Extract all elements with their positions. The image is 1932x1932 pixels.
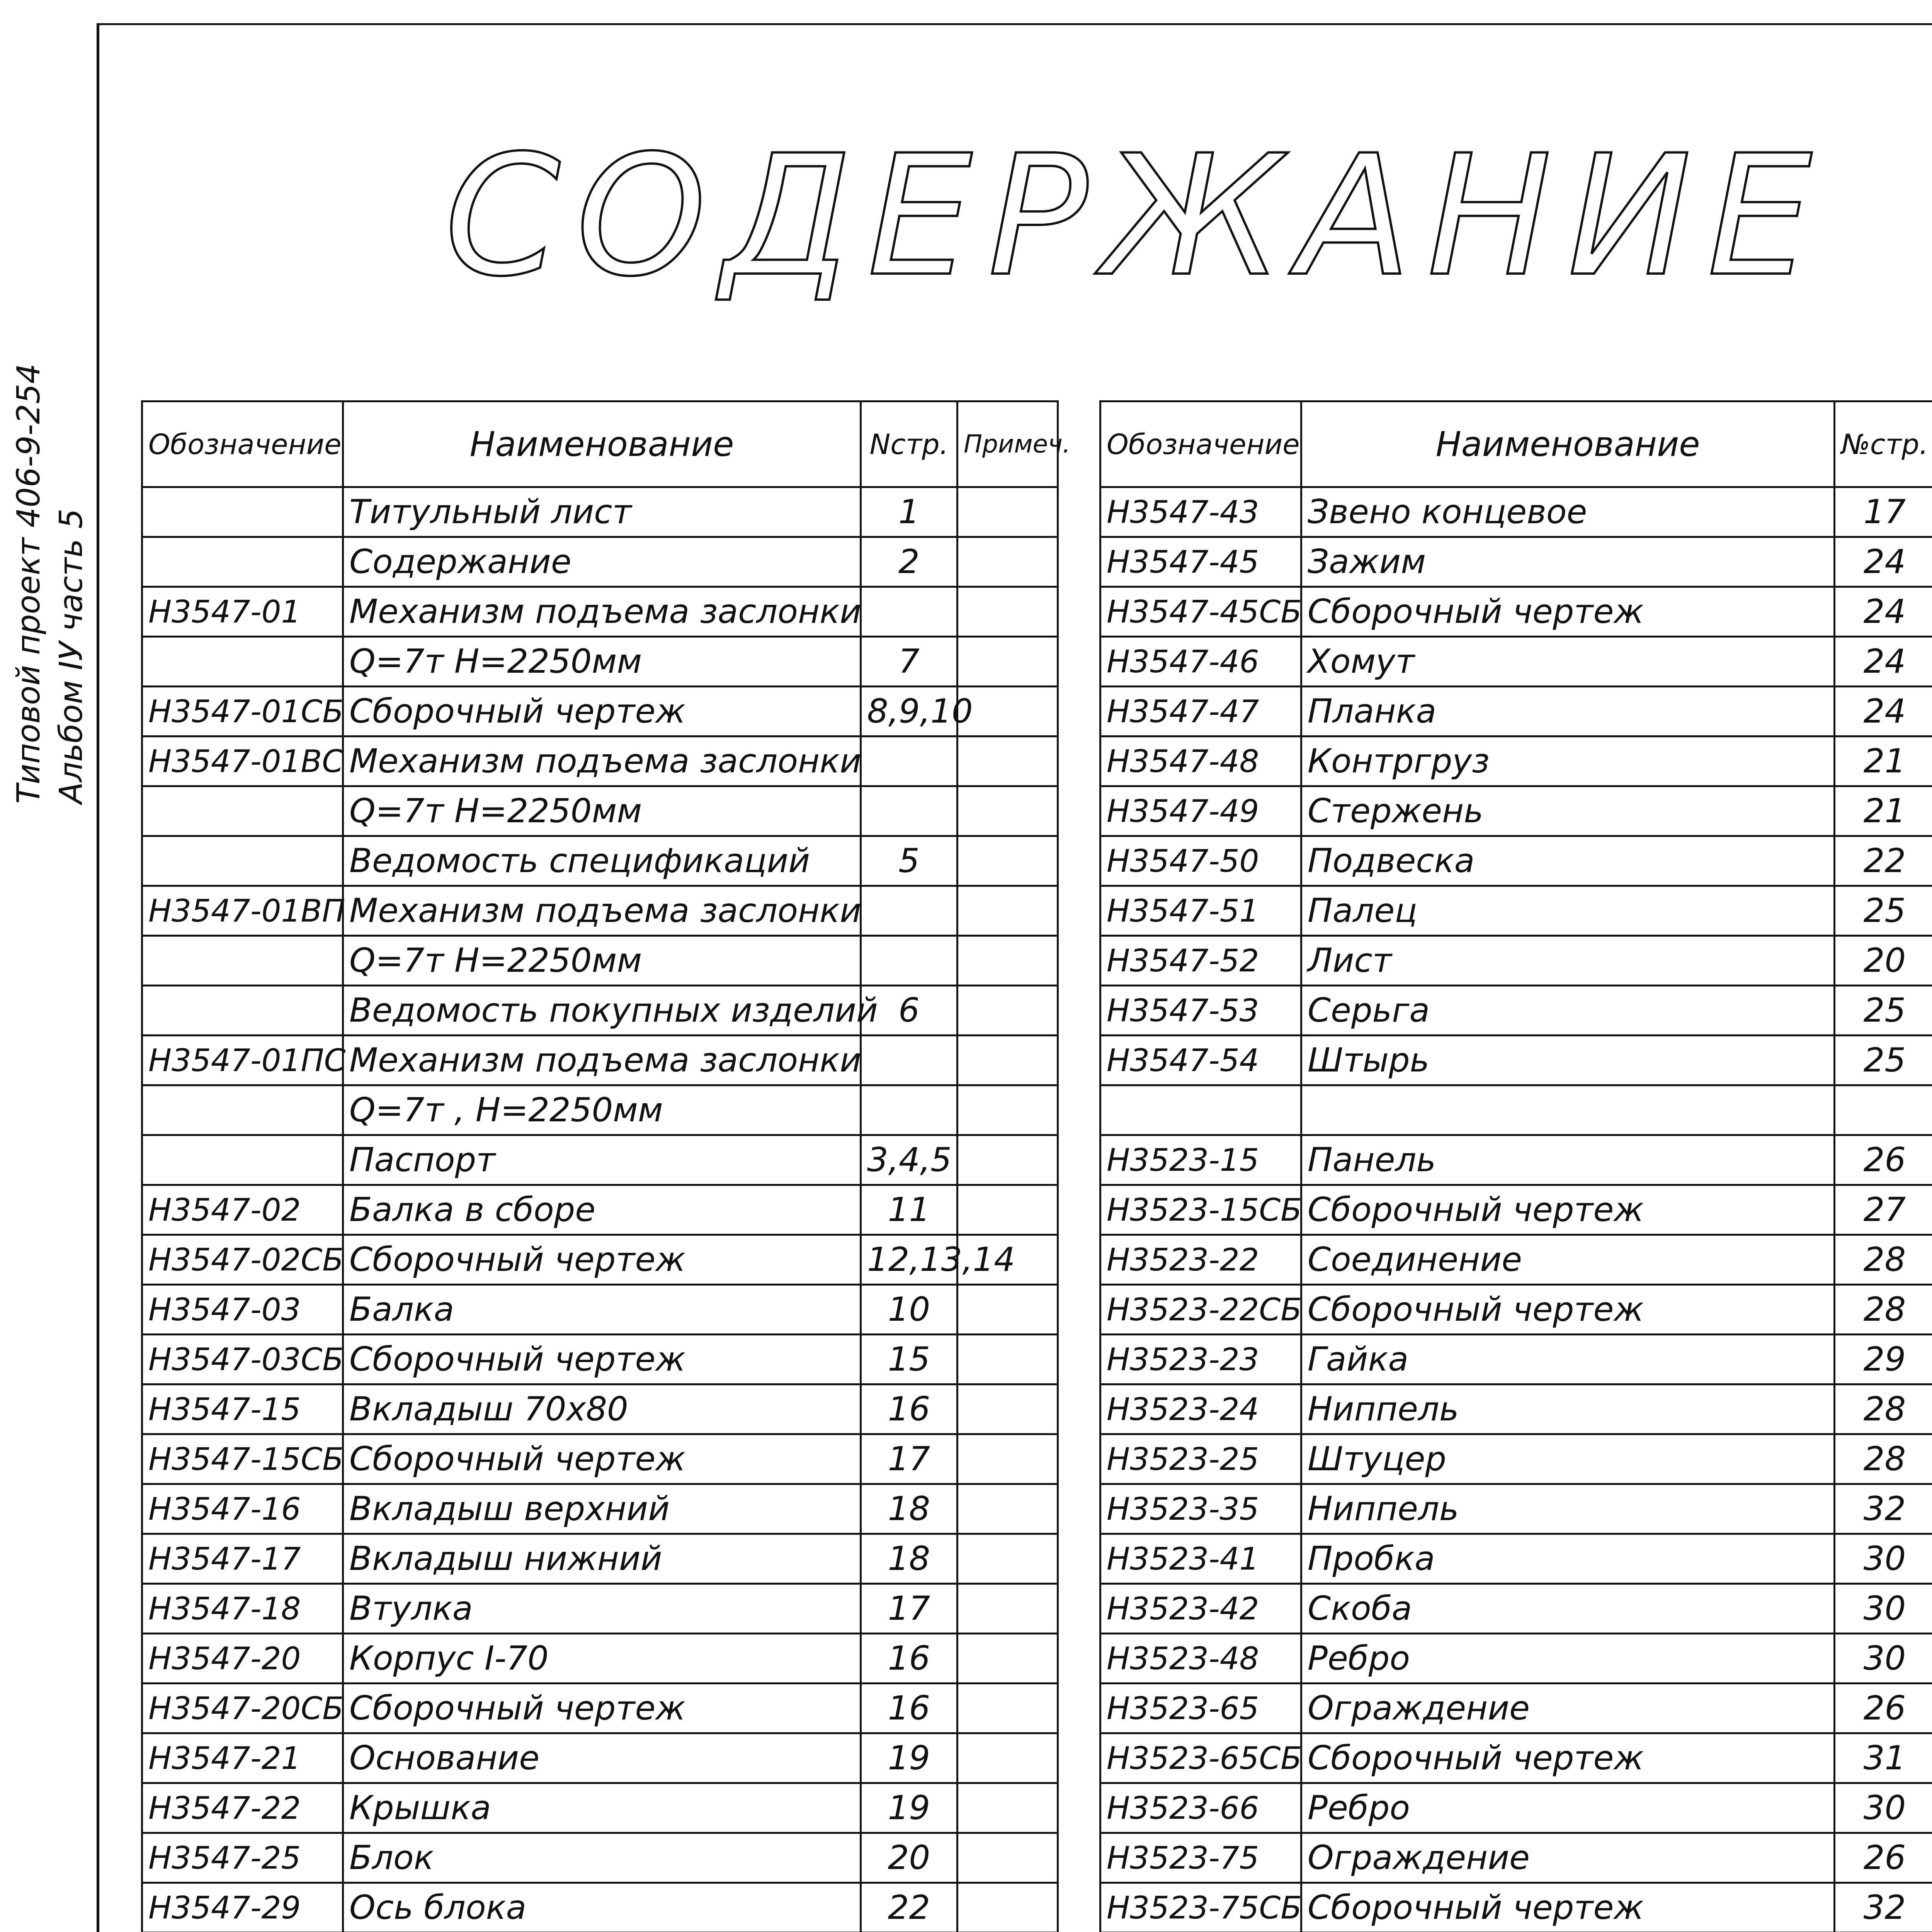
cell-designation: Н3547-03СБ — [142, 1335, 343, 1384]
cell-name: Вкладыш верхний — [343, 1484, 861, 1534]
cell-page: 18 — [861, 1484, 957, 1534]
table-row — [142, 1434, 1058, 1484]
cell-page: 12,13,14 — [861, 1235, 957, 1285]
cell-name: Механизм подъема заслонки — [343, 1036, 861, 1085]
cell-designation: Н3547-17 — [142, 1534, 343, 1584]
cell-name: Скоба — [1301, 1584, 1835, 1634]
cell-page: 28 — [1835, 1235, 1932, 1285]
cell-note — [957, 1036, 1058, 1085]
cell-page — [861, 886, 957, 936]
table-row — [142, 637, 1058, 687]
cell-page: 22 — [1835, 836, 1932, 886]
table-row — [1100, 936, 1932, 986]
cell-page: 6 — [861, 986, 957, 1036]
cell-designation: Н3547-03 — [142, 1285, 343, 1335]
cell-page: 16 — [861, 1634, 957, 1684]
cell-designation: Н3547-54 — [1100, 1036, 1301, 1085]
cell-page: 28 — [1835, 1434, 1932, 1484]
cell-name: Палец — [1301, 886, 1835, 936]
cell-note — [957, 1634, 1058, 1684]
cell-designation: Н3547-46 — [1100, 637, 1301, 687]
table-row — [1100, 786, 1932, 836]
cell-note — [957, 1733, 1058, 1783]
cell-designation: Н3523-41 — [1100, 1534, 1301, 1584]
cell-name: Штырь — [1301, 1036, 1835, 1085]
table-row — [142, 1384, 1058, 1434]
cell-name: Вкладыш 70х80 — [343, 1384, 861, 1434]
cell-designation: Н3523-25 — [1100, 1434, 1301, 1484]
cell-page — [861, 736, 957, 786]
cell-page: 17 — [861, 1584, 957, 1634]
cell-designation: Н3523-42 — [1100, 1584, 1301, 1634]
cell-name: Паспорт — [343, 1135, 861, 1185]
cell-designation: Н3547-02 — [142, 1185, 343, 1235]
cell-note — [957, 1335, 1058, 1384]
cell-name: Сборочный чертеж — [343, 1684, 861, 1733]
cell-page: 26 — [1835, 1135, 1932, 1185]
cell-designation — [142, 1085, 343, 1135]
cell-designation: Н3547-45 — [1100, 537, 1301, 587]
table-row — [1100, 1584, 1932, 1634]
cell-designation: Н3547-45СБ — [1100, 587, 1301, 637]
table-row — [1100, 1783, 1932, 1833]
cell-name: Втулка — [343, 1584, 861, 1634]
cell-page: 22 — [861, 1883, 957, 1932]
table-row — [1100, 587, 1932, 637]
table-row — [1100, 1534, 1932, 1584]
cell-designation — [142, 986, 343, 1036]
cell-page: 11 — [861, 1185, 957, 1235]
cell-name: Сборочный чертеж — [1301, 1285, 1835, 1335]
cell-name: Механизм подъема заслонки — [343, 886, 861, 936]
table-row — [1100, 1484, 1932, 1534]
cell-name: Серьга — [1301, 986, 1835, 1036]
table-row — [142, 1534, 1058, 1584]
cell-name: Ниппель — [1301, 1384, 1835, 1434]
cell-designation: Н3523-24 — [1100, 1384, 1301, 1434]
header-name: Наименование — [1301, 401, 1835, 487]
cell-name: Q=7т Н=2250мм — [343, 786, 861, 836]
table-row — [1100, 986, 1932, 1036]
cell-note — [957, 637, 1058, 687]
cell-page: 17 — [1835, 487, 1932, 537]
cell-designation: Н3523-65СБ — [1100, 1733, 1301, 1783]
cell-page: 28 — [1835, 1384, 1932, 1434]
cell-note — [957, 1833, 1058, 1883]
table-row — [1100, 1833, 1932, 1883]
cell-name: Соединение — [1301, 1235, 1835, 1285]
cell-note — [957, 1135, 1058, 1185]
header-page: №стр. — [1835, 401, 1932, 487]
cell-name: Сборочный чертеж — [343, 1235, 861, 1285]
album-part: Альбом IУ часть 5 — [53, 509, 90, 804]
cell-note — [957, 1883, 1058, 1932]
cell-name: Хомут — [1301, 637, 1835, 687]
table-row — [142, 936, 1058, 986]
cell-name: Сборочный чертеж — [1301, 1185, 1835, 1235]
cell-designation: Н3547-51 — [1100, 886, 1301, 936]
cell-name: Сборочный чертеж — [343, 687, 861, 736]
cell-designation: Н3547-02СБ — [142, 1235, 343, 1285]
cell-page — [1835, 1085, 1932, 1135]
cell-page: 25 — [1835, 1036, 1932, 1085]
table-row — [142, 1883, 1058, 1932]
cell-name: Гайка — [1301, 1335, 1835, 1384]
cell-note — [957, 886, 1058, 936]
cell-designation — [142, 537, 343, 587]
cell-name: Ребро — [1301, 1783, 1835, 1833]
cell-page: 24 — [1835, 587, 1932, 637]
cell-designation: Н3547-18 — [142, 1584, 343, 1634]
cell-designation — [142, 637, 343, 687]
cell-page: 28 — [1835, 1285, 1932, 1335]
cell-name: Лист — [1301, 936, 1835, 986]
table-row — [1100, 736, 1932, 786]
cell-page: 27 — [1835, 1185, 1932, 1235]
cell-page: 18 — [861, 1534, 957, 1584]
cell-designation: Н3523-75 — [1100, 1833, 1301, 1883]
table-row — [142, 1036, 1058, 1085]
cell-page: 1 — [861, 487, 957, 537]
table-row — [142, 1185, 1058, 1235]
table-row — [1100, 1335, 1932, 1384]
cell-name: Ребро — [1301, 1634, 1835, 1684]
cell-name: Балка — [343, 1285, 861, 1335]
cell-page: 26 — [1835, 1833, 1932, 1883]
cell-name: Q=7т Н=2250мм — [343, 637, 861, 687]
table-row — [142, 1484, 1058, 1534]
table-row — [142, 1085, 1058, 1135]
cell-name: Вкладыш нижний — [343, 1534, 861, 1584]
table-row — [1100, 1135, 1932, 1185]
table-row — [142, 1783, 1058, 1833]
table-row — [1100, 1185, 1932, 1235]
cell-designation: Н3523-15 — [1100, 1135, 1301, 1185]
cell-name: Сборочный чертеж — [1301, 1733, 1835, 1783]
cell-designation — [142, 1135, 343, 1185]
header-page: Nстр. — [861, 401, 957, 487]
cell-page: 32 — [1835, 1484, 1932, 1534]
cell-note — [957, 1285, 1058, 1335]
cell-designation — [142, 786, 343, 836]
table-row — [1100, 1384, 1932, 1434]
table-row — [1100, 1036, 1932, 1085]
cell-note — [957, 786, 1058, 836]
table-row — [1100, 687, 1932, 736]
cell-page: 3,4,5 — [861, 1135, 957, 1185]
cell-name: Крышка — [343, 1783, 861, 1833]
cell-name: Q=7т , Н=2250мм — [343, 1085, 861, 1135]
cell-name: Блок — [343, 1833, 861, 1883]
table-row — [142, 836, 1058, 886]
cell-name: Панель — [1301, 1135, 1835, 1185]
cell-designation: Н3547-15 — [142, 1384, 343, 1434]
cell-note — [957, 587, 1058, 637]
cell-name: Ограждение — [1301, 1833, 1835, 1883]
table-row — [142, 1285, 1058, 1335]
cell-name: Стержень — [1301, 786, 1835, 836]
project-side-label — [8, 301, 131, 804]
cell-designation — [142, 936, 343, 986]
cell-name: Планка — [1301, 687, 1835, 736]
table-row — [1100, 1235, 1932, 1285]
cell-designation: Н3547-43 — [1100, 487, 1301, 537]
header-note: Примеч. — [957, 401, 1058, 487]
cell-designation — [1100, 1085, 1301, 1135]
cell-note — [957, 537, 1058, 587]
cell-page: 29 — [1835, 1335, 1932, 1384]
cell-page: 26 — [1835, 1684, 1932, 1733]
cell-designation — [142, 487, 343, 537]
cell-designation: Н3547-16 — [142, 1484, 343, 1534]
table-row — [1100, 1285, 1932, 1335]
cell-note — [957, 1684, 1058, 1733]
cell-designation: Н3547-48 — [1100, 736, 1301, 786]
cell-designation: Н3547-20СБ — [142, 1684, 343, 1733]
table-row — [142, 886, 1058, 936]
cell-page: 30 — [1835, 1584, 1932, 1634]
cell-name: Ведомость спецификаций — [343, 836, 861, 886]
table-row — [1100, 537, 1932, 587]
table-row — [142, 1135, 1058, 1185]
table-row — [142, 1634, 1058, 1684]
cell-designation: Н3547-01СБ — [142, 687, 343, 736]
cell-designation: Н3523-23 — [1100, 1335, 1301, 1384]
cell-name: Ниппель — [1301, 1484, 1835, 1534]
cell-page: 15 — [861, 1335, 957, 1384]
cell-page: 25 — [1835, 886, 1932, 936]
cell-name: Титульный лист — [343, 487, 861, 537]
cell-name — [1301, 1085, 1835, 1135]
cell-designation: Н3547-47 — [1100, 687, 1301, 736]
cell-name: Сборочный чертеж — [1301, 587, 1835, 637]
cell-page: 30 — [1835, 1634, 1932, 1684]
cell-name: Ограждение — [1301, 1684, 1835, 1733]
header-designation: Обозначение — [142, 401, 343, 487]
cell-name: Ось блока — [343, 1883, 861, 1932]
cell-designation — [142, 836, 343, 886]
cell-page: 31 — [1835, 1733, 1932, 1783]
cell-designation: Н3547-53 — [1100, 986, 1301, 1036]
cell-designation: Н3547-21 — [142, 1733, 343, 1783]
cell-note — [957, 1434, 1058, 1484]
cell-designation: Н3523-15СБ — [1100, 1185, 1301, 1235]
cell-page: 5 — [861, 836, 957, 886]
table-row — [142, 1584, 1058, 1634]
cell-note — [957, 1484, 1058, 1534]
cell-page — [861, 1036, 957, 1085]
cell-page: 20 — [1835, 936, 1932, 986]
cell-page: 2 — [861, 537, 957, 587]
project-code: Типовой проект 406-9-254 — [10, 363, 47, 804]
table-row — [1100, 487, 1932, 537]
cell-name: Основание — [343, 1733, 861, 1783]
cell-name: Q=7т Н=2250мм — [343, 936, 861, 986]
table-row — [142, 487, 1058, 537]
table-header-row — [1100, 401, 1932, 487]
contents-table-right — [1099, 400, 1932, 1932]
cell-note — [957, 736, 1058, 786]
cell-page: 30 — [1835, 1783, 1932, 1833]
cell-page: 7 — [861, 637, 957, 687]
cell-designation: Н3547-49 — [1100, 786, 1301, 836]
contents-table-left — [141, 400, 1071, 1932]
table-row — [142, 587, 1058, 637]
cell-designation: Н3523-65 — [1100, 1684, 1301, 1733]
cell-page: 17 — [861, 1434, 957, 1484]
cell-designation: Н3547-15СБ — [142, 1434, 343, 1484]
cell-name: Зажим — [1301, 537, 1835, 587]
cell-page — [861, 1085, 957, 1135]
cell-designation: Н3547-01ВП — [142, 886, 343, 936]
table-row — [1100, 1634, 1932, 1684]
cell-page: 20 — [861, 1833, 957, 1883]
cell-page: 8,9,10 — [861, 687, 957, 736]
cell-page: 25 — [1835, 986, 1932, 1036]
table-row — [142, 1833, 1058, 1883]
cell-page: 24 — [1835, 637, 1932, 687]
cell-name: Подвеска — [1301, 836, 1835, 886]
cell-designation: Н3547-01 — [142, 587, 343, 637]
cell-designation: Н3547-29 — [142, 1883, 343, 1932]
cell-designation: Н3523-22СБ — [1100, 1285, 1301, 1335]
cell-name: Содержание — [343, 537, 861, 587]
table-row — [1100, 1684, 1932, 1733]
cell-note — [957, 487, 1058, 537]
table-row — [142, 1335, 1058, 1384]
cell-name: Звено концевое — [1301, 487, 1835, 537]
cell-designation: Н3547-20 — [142, 1634, 343, 1684]
cell-page: 19 — [861, 1733, 957, 1783]
cell-name: Контргруз — [1301, 736, 1835, 786]
cell-name: Механизм подъема заслонки — [343, 736, 861, 786]
cell-page: 16 — [861, 1384, 957, 1434]
cell-note — [957, 1534, 1058, 1584]
cell-name: Сборочный чертеж — [343, 1434, 861, 1484]
table-row — [142, 1684, 1058, 1733]
cell-page: 10 — [861, 1285, 957, 1335]
cell-page: 21 — [1835, 786, 1932, 836]
cell-note — [957, 836, 1058, 886]
cell-page: 24 — [1835, 537, 1932, 587]
table-row — [1100, 637, 1932, 687]
cell-designation: Н3523-22 — [1100, 1235, 1301, 1285]
cell-name: Балка в сборе — [343, 1185, 861, 1235]
cell-name: Ведомость покупных изделий — [343, 986, 861, 1036]
table-row — [142, 1733, 1058, 1783]
cell-note — [957, 1584, 1058, 1634]
cell-note — [957, 1185, 1058, 1235]
cell-page — [861, 936, 957, 986]
cell-designation: Н3523-75СБ — [1100, 1883, 1301, 1932]
cell-note — [957, 1783, 1058, 1833]
cell-designation: Н3547-25 — [142, 1833, 343, 1883]
cell-page: 16 — [861, 1684, 957, 1733]
cell-page: 30 — [1835, 1534, 1932, 1584]
cell-designation: Н3547-01ВС — [142, 736, 343, 786]
cell-note — [957, 986, 1058, 1036]
header-name: Наименование — [343, 401, 861, 487]
table-row — [142, 786, 1058, 836]
cell-designation: Н3547-22 — [142, 1783, 343, 1833]
cell-designation: Н3547-50 — [1100, 836, 1301, 886]
table-row — [142, 736, 1058, 786]
table-row — [1100, 1085, 1932, 1135]
table-row — [142, 1235, 1058, 1285]
table-row — [142, 537, 1058, 587]
cell-designation: Н3547-01ПС — [142, 1036, 343, 1085]
cell-designation: Н3523-35 — [1100, 1484, 1301, 1534]
cell-page — [861, 786, 957, 836]
cell-name: Сборочный чертеж — [1301, 1883, 1835, 1932]
cell-page: 32 — [1835, 1883, 1932, 1932]
table-row — [142, 687, 1058, 736]
cell-name: Механизм подъема заслонки — [343, 587, 861, 637]
cell-note — [957, 1085, 1058, 1135]
table-row — [1100, 836, 1932, 886]
header-designation: Обозначение — [1100, 401, 1301, 487]
cell-name: Штуцер — [1301, 1434, 1835, 1484]
table-row — [1100, 1883, 1932, 1932]
table-row — [1100, 1434, 1932, 1484]
table-row — [1100, 886, 1932, 936]
table-header-row — [142, 401, 1058, 487]
table-row — [1100, 1733, 1932, 1783]
cell-designation: Н3547-52 — [1100, 936, 1301, 986]
cell-note — [957, 1384, 1058, 1434]
cell-page: 21 — [1835, 736, 1932, 786]
cell-name: Корпус I-70 — [343, 1634, 861, 1684]
cell-page: 19 — [861, 1783, 957, 1833]
page-title: СОДЕРЖАНИЕ — [444, 120, 1828, 313]
cell-page — [861, 587, 957, 637]
cell-name: Пробка — [1301, 1534, 1835, 1584]
cell-designation: Н3523-66 — [1100, 1783, 1301, 1833]
cell-note — [957, 936, 1058, 986]
cell-page: 24 — [1835, 687, 1932, 736]
cell-designation: Н3523-48 — [1100, 1634, 1301, 1684]
table-row — [142, 986, 1058, 1036]
cell-name: Сборочный чертеж — [343, 1335, 861, 1384]
